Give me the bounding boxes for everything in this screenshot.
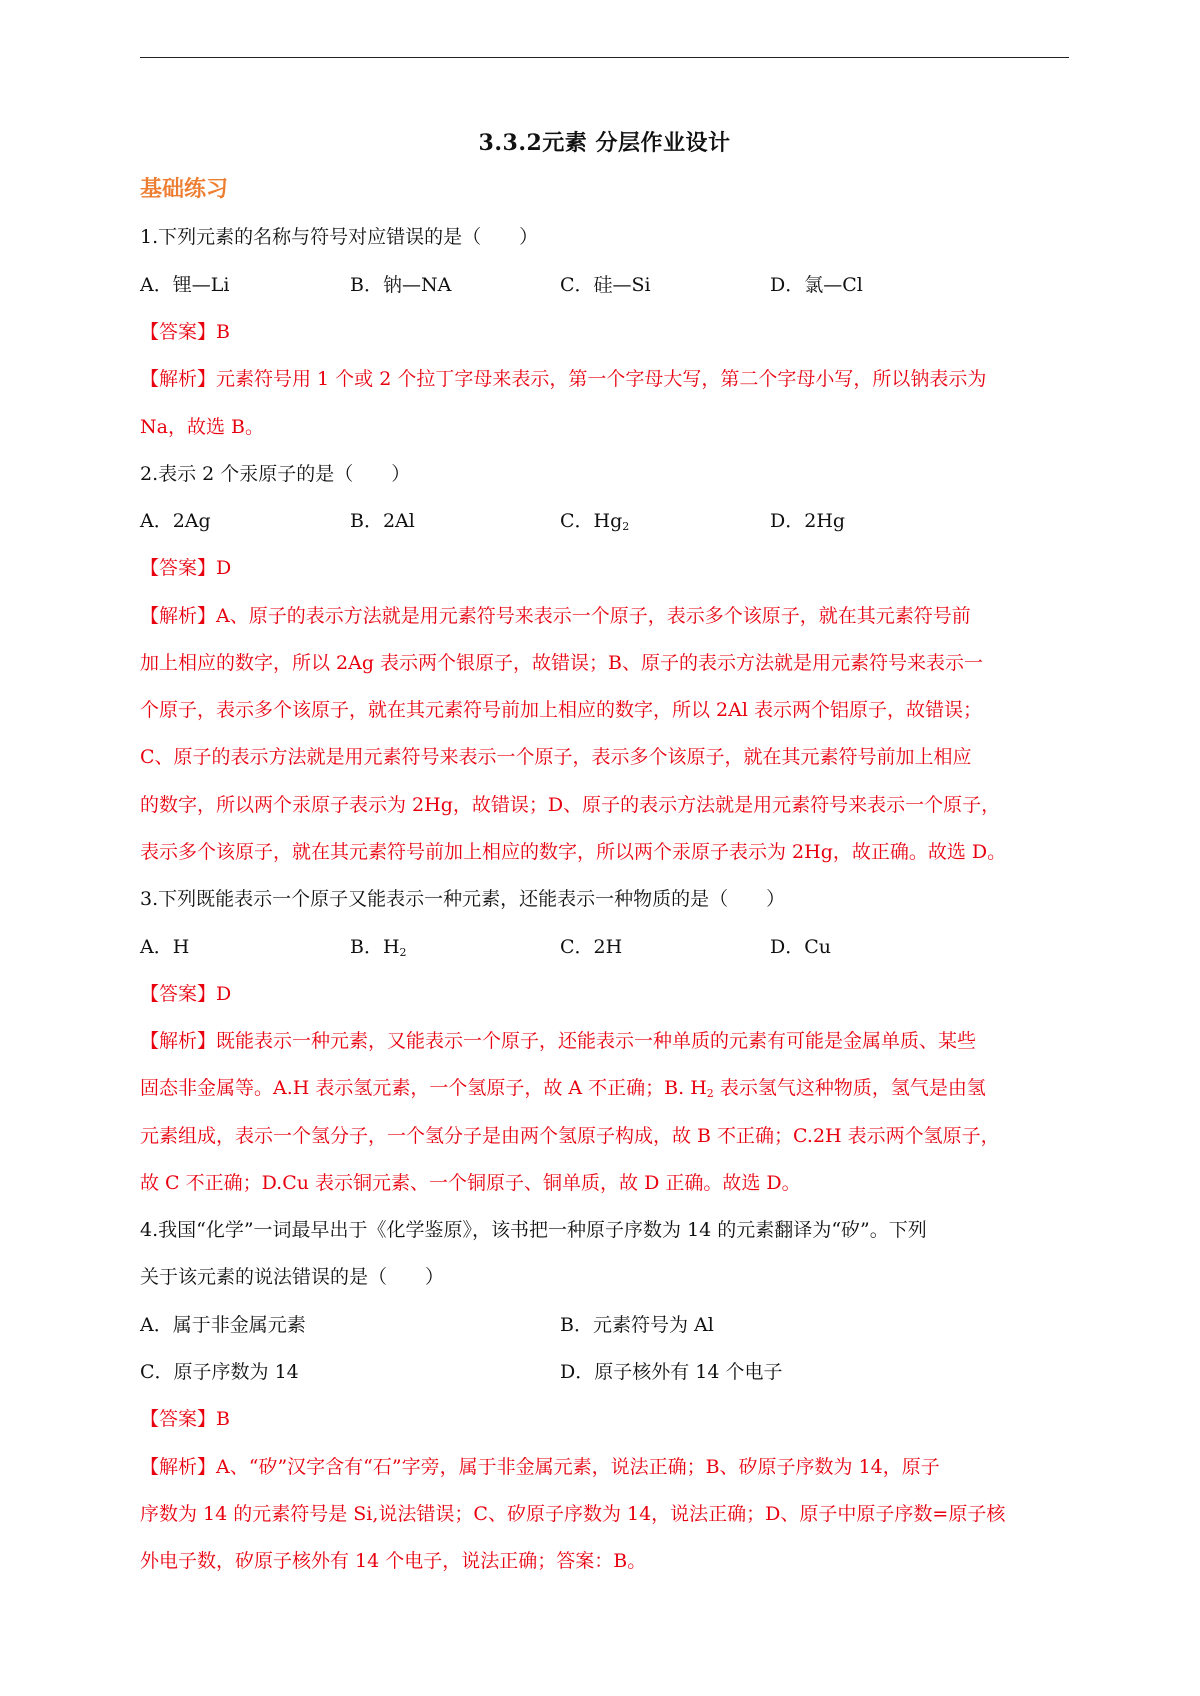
q2-option-c bbox=[560, 506, 629, 533]
subscript: 2 bbox=[622, 520, 630, 533]
q2-analysis-line-1 bbox=[140, 601, 971, 628]
analysis-text: A、“矽”汉字含有“石”字旁，属于非金属元素，说法正确；B、矽原子序数为 14，原子 bbox=[216, 1456, 940, 1478]
q4-answer bbox=[140, 1404, 230, 1431]
q3-analysis-line-3: 元素组成，表示一个氢分子，一个氢分子是由两个氢原子构成，故 B 不正确；C.2H 表示两个氢原子， bbox=[140, 1125, 1000, 1147]
answer-value: B bbox=[216, 1408, 230, 1430]
q1-answer bbox=[140, 317, 230, 344]
subscript: 2 bbox=[706, 1087, 714, 1100]
option-text: C．Hg bbox=[560, 510, 623, 532]
q2-stem: 2.表示 2 个汞原子的是（ ） bbox=[140, 463, 411, 485]
q3-analysis-line-1 bbox=[140, 1026, 976, 1053]
q1-option-b: B．钠—NA bbox=[350, 274, 452, 296]
q3-option-a: A．H bbox=[140, 936, 190, 958]
q1-analysis-line-1 bbox=[140, 364, 986, 391]
q1-analysis-line-2: Na，故选 B。 bbox=[140, 416, 264, 438]
answer-value: D bbox=[216, 983, 232, 1005]
analysis-tag: 【解析】 bbox=[140, 605, 217, 627]
q3-answer bbox=[140, 979, 231, 1006]
document-title: 3.3.2元素 分层作业设计 bbox=[478, 130, 731, 156]
section-heading: 基础练习 bbox=[140, 176, 229, 202]
q2-option-b: B．2Al bbox=[350, 510, 415, 532]
q1-stem: 1.下列元素的名称与符号对应错误的是（ ） bbox=[140, 226, 539, 248]
q4-analysis-line-1 bbox=[140, 1452, 940, 1479]
q4-option-a: A．属于非金属元素 bbox=[140, 1314, 306, 1336]
answer-tag: 【答案】 bbox=[140, 557, 217, 579]
q4-analysis-line-3: 外电子数，矽原子核外有 14 个电子，说法正确；答案：B。 bbox=[140, 1550, 647, 1572]
q4-option-b: B．元素符号为 Al bbox=[560, 1314, 714, 1336]
q2-analysis-line-6: 表示多个该原子，就在其元素符号前加上相应的数字，所以两个汞原子表示为 2Hg，故正确。故选 D。 bbox=[140, 841, 1007, 863]
q4-option-c: C．原子序数为 14 bbox=[140, 1361, 299, 1383]
q4-option-d: D．原子核外有 14 个电子 bbox=[560, 1361, 783, 1383]
q2-analysis-line-4: C、原子的表示方法就是用元素符号来表示一个原子，表示多个该原子，就在其元素符号前加上相应 bbox=[140, 746, 972, 768]
q1-option-d: D．氯—Cl bbox=[770, 274, 863, 296]
q4-stem-line-1: 4.我国“化学”一词最早出于《化学鉴原》，该书把一种原子序数为 14 的元素翻译为“矽”。下列 bbox=[140, 1219, 927, 1241]
analysis-text: 元素符号用 1 个或 2 个拉丁字母来表示，第一个字母大写，第二个字母小写，所以钠表示为 bbox=[216, 368, 987, 390]
q3-analysis-line-2 bbox=[140, 1073, 986, 1100]
q1-option-c: C．硅—Si bbox=[560, 274, 651, 296]
q3-analysis-line-4: 故 C 不正确；D.Cu 表示铜元素、一个铜原子、铜单质，故 D 正确。故选 D。 bbox=[140, 1172, 801, 1194]
analysis-tag: 【解析】 bbox=[140, 1030, 217, 1052]
q2-answer bbox=[140, 553, 231, 580]
answer-value: D bbox=[216, 557, 232, 579]
q1-option-a: A．锂—Li bbox=[140, 274, 230, 296]
q3-stem: 3.下列既能表示一个原子又能表示一种元素，还能表示一种物质的是（ ） bbox=[140, 888, 786, 910]
answer-tag: 【答案】 bbox=[140, 983, 217, 1005]
analysis-text: 固态非金属等。A.H 表示氢元素，一个氢原子，故 A 不正确；B. H bbox=[140, 1077, 707, 1099]
q4-stem-line-2: 关于该元素的说法错误的是（ ） bbox=[140, 1266, 445, 1288]
q2-option-a: A．2Ag bbox=[140, 510, 211, 532]
header-rule bbox=[140, 57, 1069, 58]
answer-value: B bbox=[216, 321, 230, 343]
q3-option-b bbox=[350, 932, 407, 959]
q2-analysis-line-5: 的数字，所以两个汞原子表示为 2Hg，故错误；D、原子的表示方法就是用元素符号来表示一个原子， bbox=[140, 794, 1001, 816]
analysis-tag: 【解析】 bbox=[140, 1456, 217, 1478]
q2-option-d: D．2Hg bbox=[770, 510, 846, 532]
subscript: 2 bbox=[399, 946, 407, 959]
q3-option-c: C．2H bbox=[560, 936, 623, 958]
answer-tag: 【答案】 bbox=[140, 321, 217, 343]
analysis-text: 表示氢气这种物质，氢气是由氢 bbox=[713, 1077, 986, 1099]
answer-tag: 【答案】 bbox=[140, 1408, 217, 1430]
q2-analysis-line-2: 加上相应的数字，所以 2Ag 表示两个银原子，故错误；B、原子的表示方法就是用元素符号来表示一 bbox=[140, 652, 984, 674]
option-text: B．H bbox=[350, 936, 400, 958]
analysis-text: 既能表示一种元素，又能表示一个原子，还能表示一种单质的元素有可能是金属单质、某些 bbox=[216, 1030, 977, 1052]
analysis-tag: 【解析】 bbox=[140, 368, 217, 390]
q4-analysis-line-2: 序数为 14 的元素符号是 Si,说法错误；C、矽原子序数为 14，说法正确；D、原子中原子序数=原子核 bbox=[140, 1503, 1006, 1525]
analysis-text: A、原子的表示方法就是用元素符号来表示一个原子，表示多个该原子，就在其元素符号前 bbox=[216, 605, 971, 627]
q3-option-d: D．Cu bbox=[770, 936, 832, 958]
q2-analysis-line-3: 个原子，表示多个该原子，就在其元素符号前加上相应的数字，所以 2Al 表示两个铝原子，故错误； bbox=[140, 699, 982, 721]
